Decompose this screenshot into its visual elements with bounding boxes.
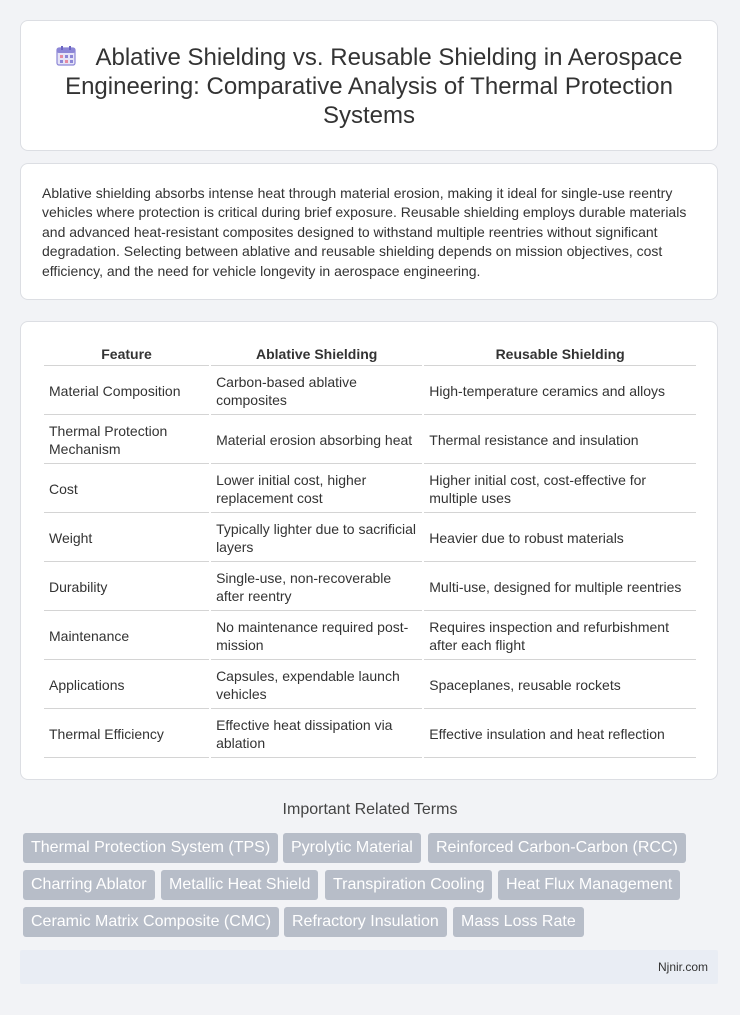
table-row (44, 466, 696, 513)
ablative-cell: Lower initial cost, higher replacement cost (211, 466, 422, 513)
footer (20, 950, 718, 984)
ablative-cell: Effective heat dissipation via ablation (211, 711, 422, 758)
related-term-tag[interactable]: Transpiration Cooling (325, 870, 492, 900)
related-term-tag[interactable]: Metallic Heat Shield (161, 870, 318, 900)
table-header-row (44, 343, 696, 366)
page-title (51, 43, 687, 130)
ablative-cell: Typically lighter due to sacrificial layers (211, 515, 422, 562)
related-term-tag[interactable]: Mass Loss Rate (453, 907, 584, 937)
reusable-cell: Multi-use, designed for multiple reentries (424, 564, 696, 611)
ablative-cell: Single-use, non-recoverable after reentry (211, 564, 422, 611)
title-card (20, 20, 718, 151)
comparison-table-card (20, 321, 718, 780)
related-terms-heading: Important Related Terms (282, 801, 458, 818)
calendar-icon (55, 45, 77, 67)
intro-card (20, 163, 718, 300)
related-term-tag[interactable]: Charring Ablator (23, 870, 155, 900)
header-reusable: Reusable Shielding (424, 343, 696, 366)
feature-cell: Thermal Efficiency (44, 711, 209, 758)
page-title-text: Ablative Shielding vs. Reusable Shielding in Aerospace Engineering: Comparative Analysis of Thermal Protection Systems (65, 44, 683, 129)
table-row (44, 515, 696, 562)
ablative-cell: Carbon-based ablative composites (211, 368, 422, 415)
reusable-cell: Thermal resistance and insulation (424, 417, 696, 464)
table-row (44, 564, 696, 611)
ablative-cell: Capsules, expendable launch vehicles (211, 662, 422, 709)
table-row (44, 662, 696, 709)
feature-cell: Thermal Protection Mechanism (44, 417, 209, 464)
related-term-tag[interactable]: Pyrolytic Material (283, 833, 421, 863)
related-term-tag[interactable]: Ceramic Matrix Composite (CMC) (23, 907, 279, 937)
intro-paragraph: Ablative shielding absorbs intense heat through material erosion, making it ideal for single-use reentry vehicles where protection is critical during brief exposure. Reusable shielding employs durable materials and advanced heat-resistant composites designed to withstand multiple reentries without significant degradation. Selecting between ablative and reusable shielding depends on mission objectives, cost efficiency, and the need for vehicle longevity in aerospace engineering. (42, 185, 687, 279)
reusable-cell: High-temperature ceramics and alloys (424, 368, 696, 415)
table-row (44, 368, 696, 415)
related-term-tag[interactable]: Reinforced Carbon-Carbon (RCC) (428, 833, 686, 863)
feature-cell: Material Composition (44, 368, 209, 415)
feature-cell: Durability (44, 564, 209, 611)
table-row (44, 711, 696, 758)
reusable-cell: Higher initial cost, cost-effective for multiple uses (424, 466, 696, 513)
table-row (44, 417, 696, 464)
ablative-cell: No maintenance required post-mission (211, 613, 422, 660)
footer-site-name[interactable]: Njnir.com (657, 960, 708, 974)
feature-cell: Cost (44, 466, 209, 513)
related-term-tag[interactable]: Thermal Protection System (TPS) (23, 833, 278, 863)
table-row (44, 613, 696, 660)
related-term-tag[interactable]: Refractory Insulation (284, 907, 447, 937)
feature-cell: Maintenance (44, 613, 209, 660)
header-feature: Feature (44, 343, 209, 366)
reusable-cell: Effective insulation and heat reflection (424, 711, 696, 758)
related-term-tag[interactable]: Heat Flux Management (498, 870, 680, 900)
ablative-cell: Material erosion absorbing heat (211, 417, 422, 464)
comparison-table (42, 341, 698, 760)
feature-cell: Applications (44, 662, 209, 709)
reusable-cell: Spaceplanes, reusable rockets (424, 662, 696, 709)
reusable-cell: Heavier due to robust materials (424, 515, 696, 562)
reusable-cell: Requires inspection and refurbishment after each flight (424, 613, 696, 660)
feature-cell: Weight (44, 515, 209, 562)
header-ablative: Ablative Shielding (211, 343, 422, 366)
